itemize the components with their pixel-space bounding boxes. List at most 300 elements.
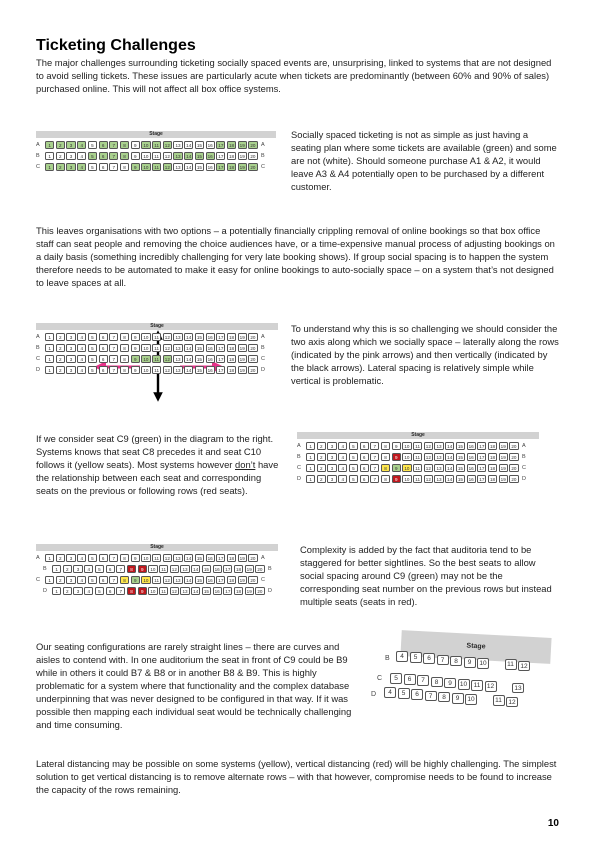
seat: 10 xyxy=(141,344,150,352)
seat: 8 xyxy=(120,141,129,149)
availability-paragraph: Socially spaced ticketing is not as simple as just having a seating plan where some tickets are available (green) and some are not (white). Should someone purchase A1 & A2, it would leave A3 & A4 potentially open to be purchased by a different customer. xyxy=(291,129,557,192)
seat: 9 xyxy=(444,678,456,689)
seat: 2 xyxy=(317,442,326,450)
seat: 3 xyxy=(73,565,82,573)
seat: 14 xyxy=(184,344,193,352)
seat: 10 xyxy=(141,366,150,374)
row-label: A xyxy=(36,334,40,340)
seat: 8 xyxy=(381,475,390,483)
seat: 5 xyxy=(88,554,97,562)
row-label: C xyxy=(261,356,265,362)
seat: 11 xyxy=(152,366,161,374)
seat: 5 xyxy=(88,344,97,352)
seat: 7 xyxy=(370,442,379,450)
seat: 4 xyxy=(77,576,86,584)
seat: 2 xyxy=(56,355,65,363)
axis-paragraph: To understand why this is so challenging we should consider the two axis along which we socially space – laterally along the rows (indicated by the pink arrows) and then vertically (indicated by the black arrows). Lateral spacing is relatively simple while vertical is problematic. xyxy=(291,323,559,386)
seat: 1 xyxy=(45,141,54,149)
seat: 10 xyxy=(402,442,411,450)
seat: 20 xyxy=(248,141,257,149)
seat: 10 xyxy=(402,464,411,472)
seat: 19 xyxy=(499,475,508,483)
seat: 1 xyxy=(306,464,315,472)
seat: 18 xyxy=(227,163,236,171)
seat: 17 xyxy=(216,366,225,374)
seat: 10 xyxy=(148,565,157,573)
seat: 15 xyxy=(195,163,204,171)
seat: 6 xyxy=(360,464,369,472)
seat: 14 xyxy=(191,565,200,573)
seat: 16 xyxy=(206,141,215,149)
seat: 4 xyxy=(77,333,86,341)
seat: 12 xyxy=(163,344,172,352)
seat: 18 xyxy=(227,152,236,160)
seat: 20 xyxy=(248,163,257,171)
seat: 7 xyxy=(109,344,118,352)
seat: 13 xyxy=(180,565,189,573)
seat: 8 xyxy=(120,355,129,363)
seat: 19 xyxy=(499,453,508,461)
seat: 15 xyxy=(195,554,204,562)
seat: 5 xyxy=(88,576,97,584)
seat: 19 xyxy=(245,565,254,573)
seat: 8 xyxy=(120,152,129,160)
seat: 1 xyxy=(45,333,54,341)
seat: 16 xyxy=(206,554,215,562)
seat: 17 xyxy=(223,565,232,573)
row-label: A xyxy=(522,443,526,449)
seat: 8 xyxy=(438,692,450,703)
seat: 3 xyxy=(66,355,75,363)
seat: 12 xyxy=(506,697,518,708)
seat: 5 xyxy=(349,453,358,461)
seat: 20 xyxy=(248,344,257,352)
seat: 2 xyxy=(56,554,65,562)
seat: 18 xyxy=(227,576,236,584)
seat: 17 xyxy=(477,464,486,472)
seat: 9 xyxy=(131,576,140,584)
seat: 20 xyxy=(248,152,257,160)
seat: 4 xyxy=(384,687,396,698)
seat: 3 xyxy=(66,344,75,352)
seat: 1 xyxy=(306,442,315,450)
seat: 19 xyxy=(238,366,247,374)
seat: 7 xyxy=(109,554,118,562)
row-label: D xyxy=(261,367,265,373)
seat: 6 xyxy=(99,141,108,149)
seat: 8 xyxy=(381,464,390,472)
seat: 9 xyxy=(392,475,401,483)
seat: 5 xyxy=(88,333,97,341)
stage-bar: Stage xyxy=(36,131,276,138)
seat: 12 xyxy=(163,152,172,160)
seat: 5 xyxy=(88,152,97,160)
seat: 20 xyxy=(509,453,518,461)
seat: 18 xyxy=(488,453,497,461)
curves-paragraph: Our seating configurations are rarely straight lines – there are curves and aisles to contend with. In one auditorium the seat in front of C9 could be B9 while in others it could B7 & B8 or in another B8 & B9. This is highly problematic for a system where that functionality and the complex database underpinning that was never designed to be configured in that way. If it was possible then mapping each individual seat would be technically challenging and time consuming. xyxy=(36,641,352,730)
seat: 2 xyxy=(56,333,65,341)
seat: 11 xyxy=(152,152,161,160)
seat: 17 xyxy=(216,141,225,149)
seat: 13 xyxy=(434,453,443,461)
row-label: B xyxy=(36,345,40,351)
row-label: D xyxy=(268,588,272,594)
seat: 8 xyxy=(120,163,129,171)
seat: 8 xyxy=(120,366,129,374)
seat: 2 xyxy=(317,464,326,472)
seat: 14 xyxy=(445,453,454,461)
seat: 4 xyxy=(338,442,347,450)
seat: 19 xyxy=(238,141,247,149)
seat: 19 xyxy=(238,333,247,341)
seat: 9 xyxy=(392,442,401,450)
seat: 7 xyxy=(437,655,449,666)
seat: 20 xyxy=(255,565,264,573)
seat: 15 xyxy=(456,464,465,472)
seat: 7 xyxy=(370,453,379,461)
seat: 9 xyxy=(131,554,140,562)
row-label: C xyxy=(522,465,526,471)
seat: 2 xyxy=(56,152,65,160)
seat: 9 xyxy=(452,693,464,704)
seat: 8 xyxy=(120,576,129,584)
seat: 16 xyxy=(206,163,215,171)
seat: 18 xyxy=(488,464,497,472)
row-label: A xyxy=(261,334,265,340)
row-label: B xyxy=(261,345,265,351)
seat: 18 xyxy=(488,442,497,450)
seat: 1 xyxy=(306,453,315,461)
seat: 10 xyxy=(458,679,470,690)
seat: 4 xyxy=(84,587,93,595)
row-label: A xyxy=(297,443,301,449)
seat: 11 xyxy=(152,554,161,562)
seat: 12 xyxy=(424,453,433,461)
seat: 1 xyxy=(52,587,61,595)
seat: 13 xyxy=(173,554,182,562)
seat: 1 xyxy=(45,576,54,584)
seat: 1 xyxy=(306,475,315,483)
seat: 13 xyxy=(180,587,189,595)
seat: 18 xyxy=(227,333,236,341)
seat: 4 xyxy=(77,152,86,160)
row-label: A xyxy=(36,555,40,561)
seat: 18 xyxy=(227,141,236,149)
seat: 1 xyxy=(45,344,54,352)
seat: 11 xyxy=(413,464,422,472)
seat: 9 xyxy=(138,587,147,595)
seat: 9 xyxy=(138,565,147,573)
seat: 20 xyxy=(509,464,518,472)
row-label: C xyxy=(297,465,301,471)
seat: 15 xyxy=(456,442,465,450)
row-label: C xyxy=(36,164,40,170)
seat: 14 xyxy=(184,141,193,149)
seat: 6 xyxy=(360,442,369,450)
seat: 3 xyxy=(66,366,75,374)
seat: 10 xyxy=(141,163,150,171)
seat: 3 xyxy=(66,576,75,584)
seat: 1 xyxy=(45,366,54,374)
seat: 5 xyxy=(95,565,104,573)
seat: 19 xyxy=(238,554,247,562)
seat: 14 xyxy=(184,355,193,363)
seat: 3 xyxy=(73,587,82,595)
seat: 11 xyxy=(152,163,161,171)
seat: 18 xyxy=(234,565,243,573)
seat: 14 xyxy=(184,366,193,374)
seat: 7 xyxy=(370,475,379,483)
seat: 14 xyxy=(184,152,193,160)
staggered-paragraph: Complexity is added by the fact that auditoria tend to be staggered for better sightlines. So the best seats to allow social spacing around C9 (green) may not be the corresponding seat number on the previous rows but instead multiple seats (seats in red). xyxy=(300,544,552,607)
seat: 12 xyxy=(163,355,172,363)
seat: 14 xyxy=(184,163,193,171)
seat: 15 xyxy=(456,453,465,461)
seat: 1 xyxy=(45,152,54,160)
seat: 8 xyxy=(381,442,390,450)
seat: 13 xyxy=(173,141,182,149)
seat: 13 xyxy=(434,475,443,483)
seat: 12 xyxy=(163,554,172,562)
seat: 15 xyxy=(195,333,204,341)
seat: 16 xyxy=(213,565,222,573)
row-label: D xyxy=(522,476,526,482)
stage-bar: Stage xyxy=(36,323,278,330)
seat: 4 xyxy=(77,366,86,374)
seat: 15 xyxy=(456,475,465,483)
seat: 19 xyxy=(499,464,508,472)
seat: 5 xyxy=(410,652,422,663)
seat: 3 xyxy=(327,464,336,472)
seat: 9 xyxy=(131,163,140,171)
seat: 16 xyxy=(206,576,215,584)
seat: 6 xyxy=(99,576,108,584)
seat: 9 xyxy=(131,152,140,160)
seat: 16 xyxy=(206,366,215,374)
seat: 10 xyxy=(141,141,150,149)
seat: 1 xyxy=(45,163,54,171)
seat: 6 xyxy=(99,554,108,562)
seat: 9 xyxy=(392,453,401,461)
seat: 11 xyxy=(152,344,161,352)
seat: 10 xyxy=(477,658,489,669)
seat: 3 xyxy=(66,163,75,171)
seat: 9 xyxy=(392,464,401,472)
seat: 17 xyxy=(216,333,225,341)
seat: 12 xyxy=(163,576,172,584)
seat: 2 xyxy=(56,366,65,374)
seat: 6 xyxy=(99,163,108,171)
page-title: Ticketing Challenges xyxy=(36,37,196,54)
seat: 5 xyxy=(349,475,358,483)
seat: 14 xyxy=(184,554,193,562)
seat: 3 xyxy=(66,152,75,160)
seat: 15 xyxy=(195,344,204,352)
seat: 2 xyxy=(56,141,65,149)
seat: 12 xyxy=(170,587,179,595)
seat: 8 xyxy=(120,344,129,352)
seat: 10 xyxy=(402,475,411,483)
seat: 20 xyxy=(255,587,264,595)
seat: 13 xyxy=(173,355,182,363)
seat: 20 xyxy=(248,333,257,341)
seat: 16 xyxy=(467,453,476,461)
seat: 8 xyxy=(120,333,129,341)
seat: 3 xyxy=(327,475,336,483)
row-label: B xyxy=(261,153,265,159)
seat: 8 xyxy=(120,554,129,562)
seat: 17 xyxy=(477,475,486,483)
seat: 6 xyxy=(106,587,115,595)
seat: 10 xyxy=(141,152,150,160)
seat: 20 xyxy=(248,355,257,363)
seat: 11 xyxy=(152,355,161,363)
seat: 11 xyxy=(159,565,168,573)
seat: 20 xyxy=(248,576,257,584)
seat: 3 xyxy=(327,453,336,461)
seat: 9 xyxy=(464,657,476,668)
seat: 16 xyxy=(467,464,476,472)
seat: 19 xyxy=(238,355,247,363)
page-number: 10 xyxy=(547,818,559,829)
seat: 12 xyxy=(163,163,172,171)
seat: 2 xyxy=(63,565,72,573)
seat: 15 xyxy=(195,366,204,374)
seat: 14 xyxy=(191,587,200,595)
seat: 17 xyxy=(216,355,225,363)
row-label: B xyxy=(522,454,526,460)
seat: 6 xyxy=(411,689,423,700)
row-label: A xyxy=(36,142,40,148)
seat: 13 xyxy=(173,333,182,341)
seat: 14 xyxy=(445,475,454,483)
seat: 10 xyxy=(141,576,150,584)
seat: 17 xyxy=(216,163,225,171)
seat: 5 xyxy=(88,366,97,374)
seat: 10 xyxy=(148,587,157,595)
seat: 15 xyxy=(195,355,204,363)
seat: 13 xyxy=(173,163,182,171)
seat: 5 xyxy=(88,355,97,363)
seat: 17 xyxy=(216,344,225,352)
seat: 19 xyxy=(238,344,247,352)
seat: 16 xyxy=(206,333,215,341)
seat: 15 xyxy=(202,587,211,595)
seat: 15 xyxy=(195,141,204,149)
seat: 13 xyxy=(173,576,182,584)
row-label: C xyxy=(377,675,383,682)
seat: 5 xyxy=(88,141,97,149)
seat: 18 xyxy=(227,355,236,363)
seat: 7 xyxy=(425,691,437,702)
seat: 15 xyxy=(202,565,211,573)
seat: 11 xyxy=(413,453,422,461)
seat: 8 xyxy=(450,656,462,667)
seat: 4 xyxy=(77,141,86,149)
seat: 14 xyxy=(184,576,193,584)
seat: 3 xyxy=(66,141,75,149)
seat: 3 xyxy=(66,333,75,341)
seat: 17 xyxy=(216,152,225,160)
seat: 7 xyxy=(370,464,379,472)
seat: 14 xyxy=(445,464,454,472)
seat: 1 xyxy=(45,554,54,562)
seat: 20 xyxy=(248,554,257,562)
seat: 11 xyxy=(152,333,161,341)
row-label: B xyxy=(36,153,40,159)
seat: 9 xyxy=(131,366,140,374)
seat: 15 xyxy=(195,576,204,584)
seat: 16 xyxy=(467,442,476,450)
seat: 17 xyxy=(477,442,486,450)
seat: 19 xyxy=(238,576,247,584)
seat: 16 xyxy=(206,355,215,363)
seat: 8 xyxy=(431,677,443,688)
seat: 5 xyxy=(398,688,410,699)
seat: 12 xyxy=(424,475,433,483)
row-label: C xyxy=(36,356,40,362)
seat: 13 xyxy=(434,464,443,472)
seat: 13 xyxy=(173,344,182,352)
seat: 5 xyxy=(349,442,358,450)
seat: 12 xyxy=(163,366,172,374)
options-paragraph: This leaves organisations with two options – a potentially financially crippling removal of online bookings so that box office staff can seat people and removing the choice audiences have, or a time-expensive manual process of adjusting bookings on a daily basis (something incredibly challenging for very late booking shows). If group social spacing is to happen the system therefore needs to be automated to make it easy for online bookings to auto-socially space – on a system that’s not designed to leave spaces at all. xyxy=(36,225,555,288)
seat: 16 xyxy=(213,587,222,595)
row-label: A xyxy=(261,142,265,148)
row-label: C xyxy=(261,164,265,170)
seat: 11 xyxy=(413,475,422,483)
seat: 12 xyxy=(424,442,433,450)
row-label: C xyxy=(36,577,40,583)
row-label: D xyxy=(297,476,301,482)
seat: 7 xyxy=(109,355,118,363)
row-label: B xyxy=(385,655,390,662)
seat: 5 xyxy=(95,587,104,595)
seat: 6 xyxy=(423,653,435,664)
seat: 2 xyxy=(317,453,326,461)
seat: 3 xyxy=(66,554,75,562)
seat: 16 xyxy=(467,475,476,483)
seat: 18 xyxy=(227,344,236,352)
seat: 2 xyxy=(56,344,65,352)
seat: 3 xyxy=(327,442,336,450)
seat: 12 xyxy=(163,333,172,341)
seat: 14 xyxy=(445,442,454,450)
seat: 7 xyxy=(109,333,118,341)
seat: 4 xyxy=(77,344,86,352)
seat: 7 xyxy=(109,366,118,374)
seat: 13 xyxy=(434,442,443,450)
seat: 7 xyxy=(417,675,429,686)
stage-bar: Stage xyxy=(297,432,539,439)
seat: 14 xyxy=(184,333,193,341)
seat: 10 xyxy=(465,694,477,705)
row-label: B xyxy=(297,454,301,460)
seat: 6 xyxy=(99,344,108,352)
seat: 9 xyxy=(131,355,140,363)
seat: 4 xyxy=(84,565,93,573)
row-label: A xyxy=(261,555,265,561)
seat: 9 xyxy=(131,141,140,149)
seat: 17 xyxy=(223,587,232,595)
seat: 7 xyxy=(109,141,118,149)
seat: 5 xyxy=(349,464,358,472)
seat: 6 xyxy=(99,152,108,160)
seat: 11 xyxy=(152,576,161,584)
seat: 6 xyxy=(99,366,108,374)
seat: 10 xyxy=(141,355,150,363)
seat: 11 xyxy=(493,695,505,706)
